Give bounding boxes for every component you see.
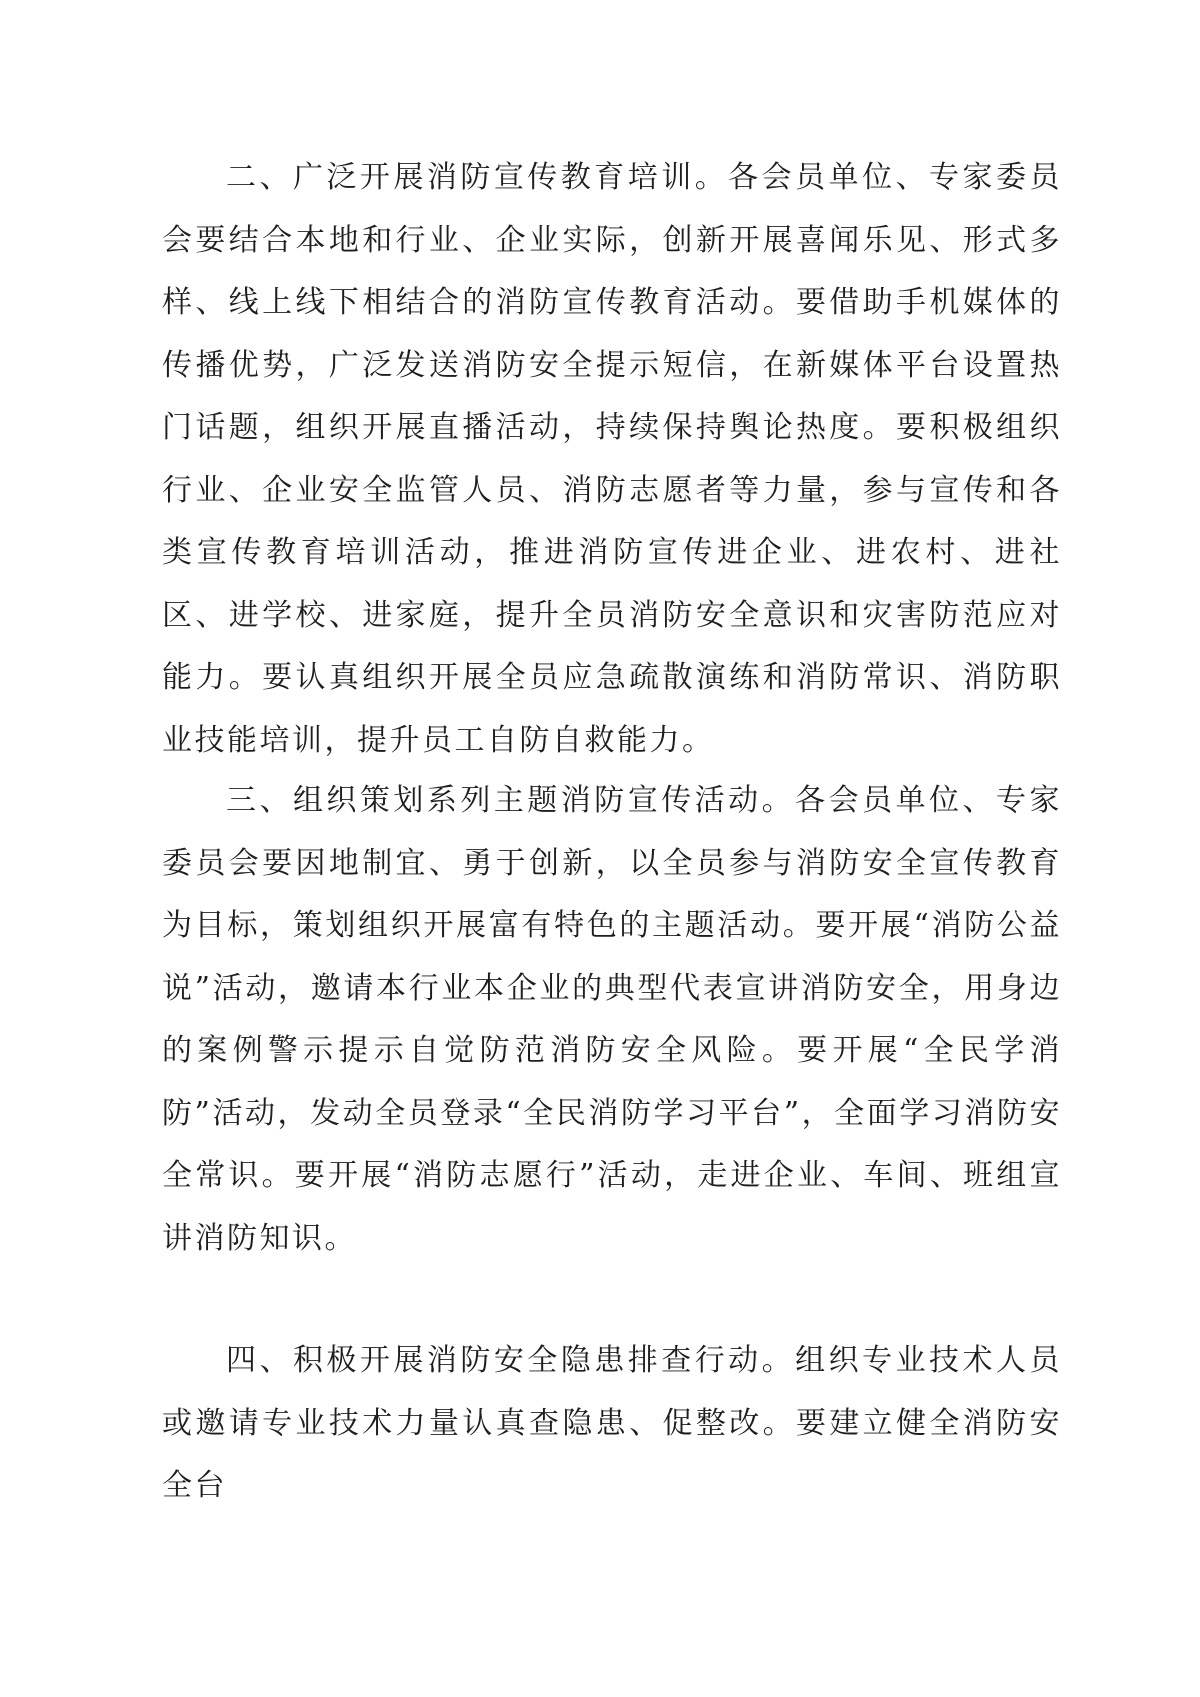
paragraph-text: 四、积极开展消防安全隐患排查行动。组织专业技术人员或邀请专业技术力量认真查隐患、促整改。要建立健全消防安全台 xyxy=(162,1343,1062,1503)
paragraph-text: 三、组织策划系列主题消防宣传活动。各会员单位、专家委员会要因地制宜、勇于创新，以全员参与消防安全宣传教育为目标，策划组织开展富有特色的主题活动。要开展“消防公益说”活动，邀请本行业本企业的典型代表宣讲消防安全，用身边的案例警示提示自觉防范消防安全风险。要开展“全民学消防”活动，发动全员登录“全民消防学习平台”，全面学习消防安全常识。要开展“消防志愿行”活动，走进企业、车间、班组宣讲消防知识。 xyxy=(162,783,1062,1256)
paragraph-section-4 xyxy=(162,1330,1062,1518)
paragraph-text: 二、广泛开展消防宣传教育培训。各会员单位、专家委员会要结合本地和行业、企业实际，创新开展喜闻乐见、形式多样、线上线下相结合的消防宣传教育活动。要借助手机媒体的传播优势，广泛发送消防安全提示短信，在新媒体平台设置热门话题，组织开展直播活动，持续保持舆论热度。要积极组织行业、企业安全监管人员、消防志愿者等力量，参与宣传和各类宣传教育培训活动，推进消防宣传进企业、进农村、进社区、进学校、进家庭，提升全员消防安全意识和灾害防范应对能力。要认真组织开展全员应急疏散演练和消防常识、消防职业技能培训，提升员工自防自救能力。 xyxy=(162,160,1062,758)
paragraph-section-3 xyxy=(162,770,1062,1270)
paragraph-section-2 xyxy=(162,147,1062,772)
